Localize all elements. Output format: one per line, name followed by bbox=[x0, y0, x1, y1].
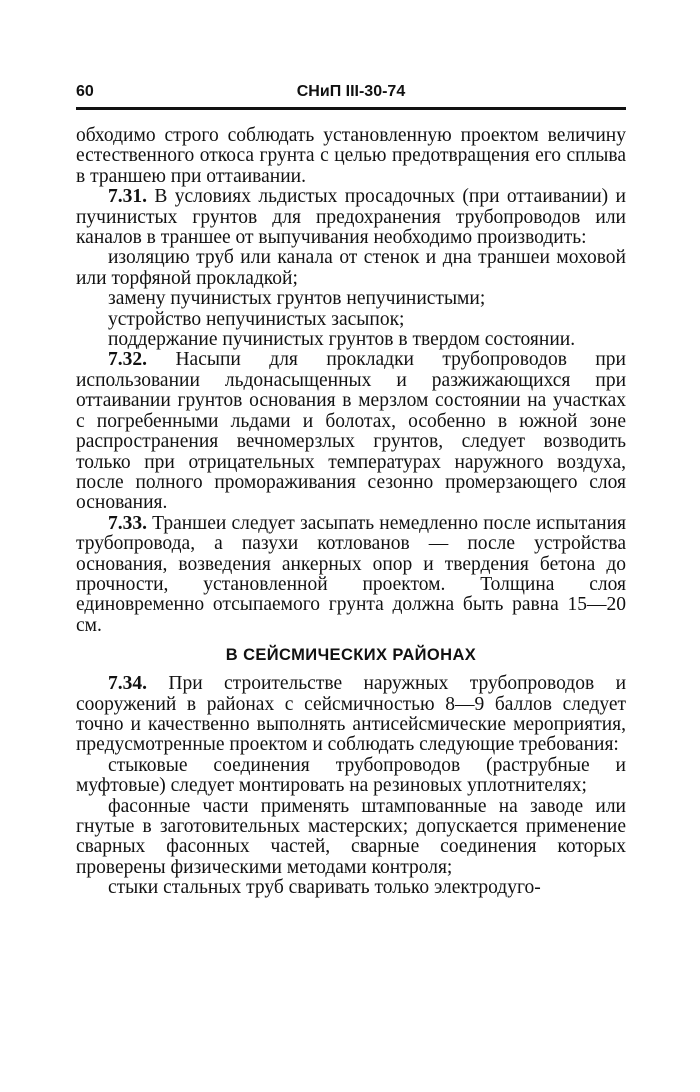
section-heading: В СЕЙСМИЧЕСКИХ РАЙОНАХ bbox=[225, 646, 477, 665]
clause-number: 7.31. bbox=[108, 186, 147, 208]
clause-number: 7.33. bbox=[108, 512, 147, 534]
clause-text: В условиях льдистых просадочных (при оттаивании) и пучинистых грунтов для предохранения трубопроводов или каналов в траншее от выпучивания необходимо производить: bbox=[76, 186, 626, 249]
list-item: стыковые соединения трубопроводов (раструбные и муфтовые) следует монтировать на резиновых уплотнителях; bbox=[76, 754, 626, 797]
clause-7-33 bbox=[76, 514, 626, 636]
page-number: 60 bbox=[76, 83, 94, 100]
clause-text: Траншеи следует засыпать немедленно после испытания трубопровода, а пазухи котлованов — после устройства основания, возведения анкерных опор и твердения бетона до прочности, установленной проектом. Толщина слоя единовременно отсыпаемого грунта должна быть равна 15—20 см. bbox=[76, 512, 626, 636]
running-title: СНиП III-30-74 bbox=[296, 83, 406, 100]
clause-number: 7.34. bbox=[108, 673, 147, 695]
clause-text: Насыпи для прокладки трубопроводов при использовании льдонасыщенных и разжижающихся при оттаивании грунтов основания в мерзлом состоянии на участках с погребенными льдами и болотах, особенно в южной зоне распространения вечномерзлых грунтов, следует возводить только при отрицательных температурах наружного воздуха, после полного промораживания сезонно промерзающего слоя основания. bbox=[76, 349, 626, 514]
page-header bbox=[76, 80, 626, 104]
clause-7-32 bbox=[76, 350, 626, 513]
body-text bbox=[76, 126, 626, 899]
clause-text: При строительстве наружных трубопроводов и сооружений в районах с сейсмичностью 8—9 баллов следует точно и качественно выполнять антисейсмические мероприятия, предусмотренные проектом и соблюдать следующие требования: bbox=[76, 673, 626, 756]
header-rule bbox=[76, 107, 626, 110]
list-item: стыки стальных труб сваривать только электродуго- bbox=[108, 877, 541, 899]
list-item: фасонные части применять штампованные на заводе или гнутые в заготовительных мастерских; допускается применение сварных фасонных частей, сварные соединения которых проверены физическими методами контроля; bbox=[76, 795, 626, 878]
list-item: замену пучинистых грунтов непучинистыми; bbox=[108, 288, 486, 310]
document-page bbox=[76, 0, 626, 1092]
list-item: изоляцию труб или канала от стенок и дна траншеи моховой или торфяной прокладкой; bbox=[76, 247, 626, 289]
paragraph-continuation: обходимо строго соблюдать установленную проектом величину естественного откоса грунта с целью предотвращения его сплыва в траншею при оттаивании. bbox=[76, 125, 626, 187]
list-item: поддержание пучинистых грунтов в твердом состоянии. bbox=[108, 329, 576, 351]
clause-7-34 bbox=[76, 674, 626, 756]
list-item: устройство непучинистых засыпок; bbox=[108, 308, 405, 330]
clause-number: 7.32. bbox=[108, 349, 147, 371]
clause-7-31 bbox=[76, 187, 626, 248]
